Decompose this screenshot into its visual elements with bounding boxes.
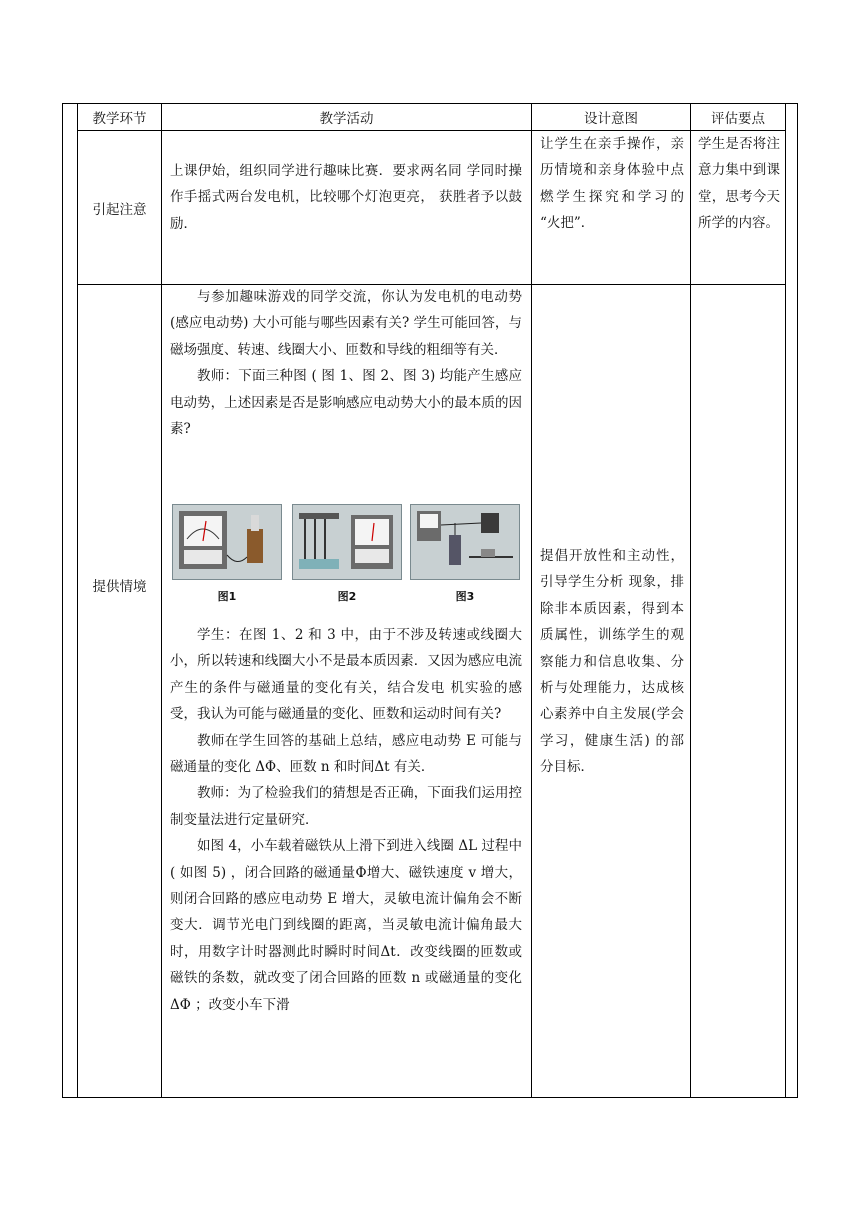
paragraph-6: 如图 4，小车载着磁铁从上滑下到进入线圈 ΔL 过程中 ( 如图 5) ，闭合回路的磁通量Φ增大、磁铁速度 v 增大，则闭合回路的感应电动势 E 增大，灵敏电流计偏角会不断变大．调节光电门到线圈的距离，当灵敏电流计偏角最大时，用数字计时器测此时瞬时时间Δt．改变线圈的匝数或磁铁的条数，就改变了闭合回路的匝数 n 或磁通量的变化ΔΦ ；改变小车下滑 — [170, 838, 522, 1013]
row2-intent-text: 提倡开放性和主动性，引导学生分析 现象，排除非本质因素，得到本质属性，训练学生的观察能力和信息收集、分析与处理能力，达成核心素养中自主发展(学会学习，健康生活) 的部分目标． — [540, 548, 684, 776]
galvanometer-coil-illustration — [173, 505, 281, 579]
header-activity: 教学活动 — [319, 111, 374, 127]
figure-1-image — [172, 504, 282, 580]
row2-activity-bottom — [170, 622, 522, 1018]
row1-activity — [170, 158, 522, 237]
row2-stage: 提供情境 — [92, 579, 147, 595]
row1-assessment — [698, 131, 780, 237]
figure-2-caption: 图2 — [337, 590, 357, 603]
col-divider-2 — [531, 103, 532, 1098]
figure-2-image — [292, 504, 402, 580]
col-divider-3 — [690, 103, 691, 1098]
row1-assessment-text: 学生是否将注意力集中到课堂，思考今天所学的内容。 — [698, 136, 780, 232]
figure-strip — [170, 500, 520, 612]
right-inner-border — [785, 103, 786, 1098]
paragraph-4: 教师在学生回答的基础上总结，感应电动势 E 可能与磁通量的变化 ΔΦ、匝数 n 和时间Δt 有关． — [170, 732, 522, 776]
paragraph-1: 与参加趣味游戏的同学交流，你认为发电机的电动势(感应电动势) 大小可能与哪些因素有关? 学生可能回答，与磁场强度、转速、线圈大小、匝数和导线的粗细等有关． — [170, 289, 522, 358]
figure-3-caption: 图3 — [455, 590, 475, 603]
row1-intent-text: 让学生在亲手操作，亲历情境和亲身体验中点燃学生探究和学习的 “火把”． — [540, 136, 684, 232]
paragraph-2: 教师：下面三种图 ( 图 1、图 2、图 3) 均能产生感应电动势，上述因素是否是影响感应电动势大小的最本质的因素? — [170, 368, 522, 438]
row2-intent — [540, 543, 684, 781]
col-divider-1 — [161, 103, 162, 1098]
row2-activity-top — [170, 284, 522, 442]
circuit-apparatus-illustration — [411, 505, 519, 579]
paragraph-5: 教师：为了检验我们的猜想是否正确，下面我们运用控制变量法进行定量研究． — [170, 785, 522, 828]
header-intent: 设计意图 — [584, 111, 638, 127]
row1-activity-text: 上课伊始，组织同学进行趣味比赛．要求两名同 学同时操作手摇式两台发电机，比较哪个灯泡更亮， 获胜者予以鼓励． — [170, 163, 522, 232]
header-stage: 教学环节 — [92, 111, 147, 127]
magnet-swing-illustration — [293, 505, 401, 579]
header-assessment: 评估要点 — [711, 111, 765, 127]
figure-3-image — [410, 504, 520, 580]
row1-stage: 引起注意 — [92, 201, 147, 218]
paragraph-3: 学生：在图 1、2 和 3 中，由于不涉及转速或线圈大小，所以转速和线圈大小不是最本质因素．又因为感应电流产生的条件与磁通量的变化有关，结合发电 机实验的感受，我认为可能与磁通量的变化、匝数和运动时间有关? — [170, 627, 522, 723]
row1-intent — [540, 131, 684, 237]
figure-1-caption: 图1 — [217, 590, 237, 603]
